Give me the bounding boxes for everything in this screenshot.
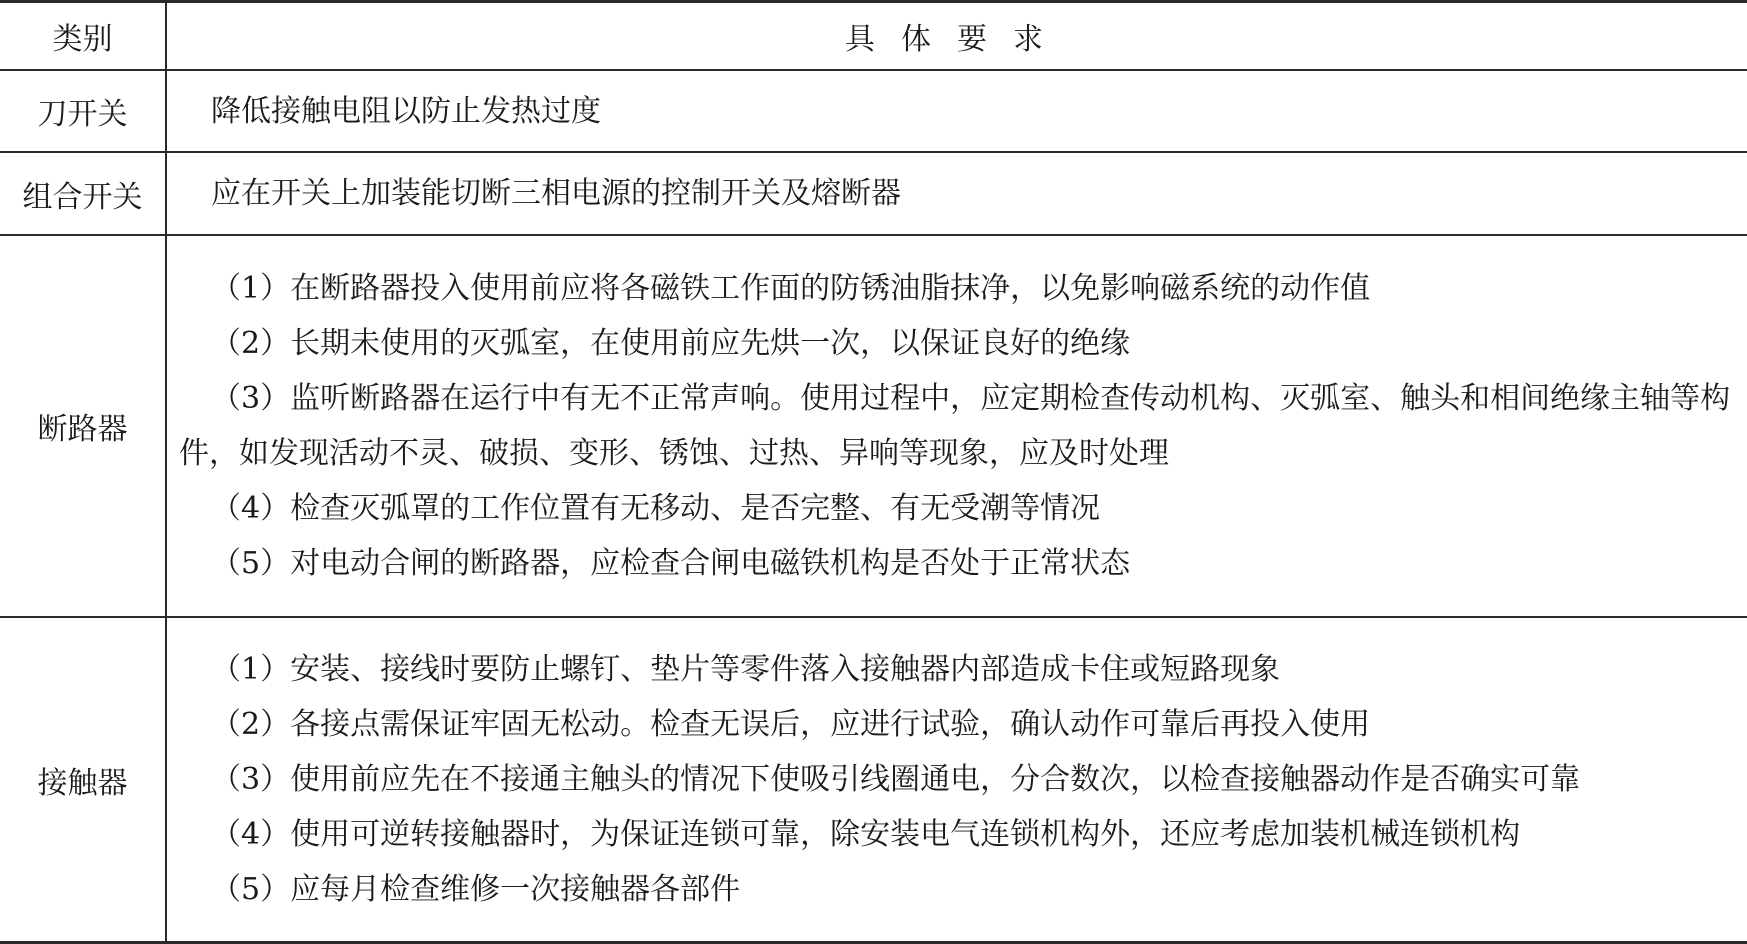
requirement-list (167, 261, 1747, 591)
requirements-cell (166, 617, 1747, 943)
table-row (0, 152, 1747, 235)
requirement-item: （2）各接点需保证牢固无松动。检查无误后，应进行试验，确认动作可靠后再投入使用 (211, 707, 1371, 742)
header-requirements: 具体要求 (166, 2, 1747, 71)
requirements-cell (166, 235, 1747, 617)
table-header-row (0, 2, 1747, 71)
table-row (0, 235, 1747, 617)
category-cell: 接触器 (0, 617, 166, 943)
category-cell: 组合开关 (0, 152, 166, 235)
requirement-item: 降低接触电阻以防止发热过度 (211, 93, 601, 129)
requirement-item: （4）使用可逆转接触器时，为保证连锁可靠，除安装电气连锁机构外，还应考虑加装机械连锁机构 (211, 817, 1521, 852)
requirement-item: 应在开关上加装能切断三相电源的控制开关及熔断器 (211, 176, 901, 211)
category-cell: 断路器 (0, 235, 166, 617)
requirement-item: （5）应每月检查维修一次接触器各部件 (211, 872, 741, 907)
requirement-item: （1）在断路器投入使用前应将各磁铁工作面的防锈油脂抹净，以免影响磁系统的动作值 (211, 271, 1371, 306)
requirement-item: （5）对电动合闸的断路器，应检查合闸电磁铁机构是否处于正常状态 (211, 546, 1131, 581)
requirements-cell (166, 70, 1747, 152)
table-row (0, 70, 1747, 152)
requirement-item: （4）检查灭弧罩的工作位置有无移动、是否完整、有无受潮等情况 (211, 491, 1101, 526)
requirement-item: （1）安装、接线时要防止螺钉、垫片等零件落入接触器内部造成卡住或短路现象 (211, 652, 1281, 687)
category-cell: 刀开关 (0, 70, 166, 152)
requirement-item: （3）使用前应先在不接通主触头的情况下使吸引线圈通电，分合数次，以检查接触器动作是否确实可靠 (211, 762, 1581, 797)
requirement-item: （2）长期未使用的灭弧室，在使用前应先烘一次，以保证良好的绝缘 (211, 326, 1131, 361)
header-category: 类别 (0, 2, 166, 71)
requirements-cell (166, 152, 1747, 235)
requirement-list (167, 642, 1747, 917)
table-row (0, 617, 1747, 943)
requirement-item: （3）监听断路器在运行中有无不正常声响。使用过程中，应定期检查传动机构、灭弧室、触头和相间绝缘主轴等构件，如发现活动不灵、破损、变形、锈蚀、过热、异响等现象，应及时处理 (179, 381, 1731, 471)
